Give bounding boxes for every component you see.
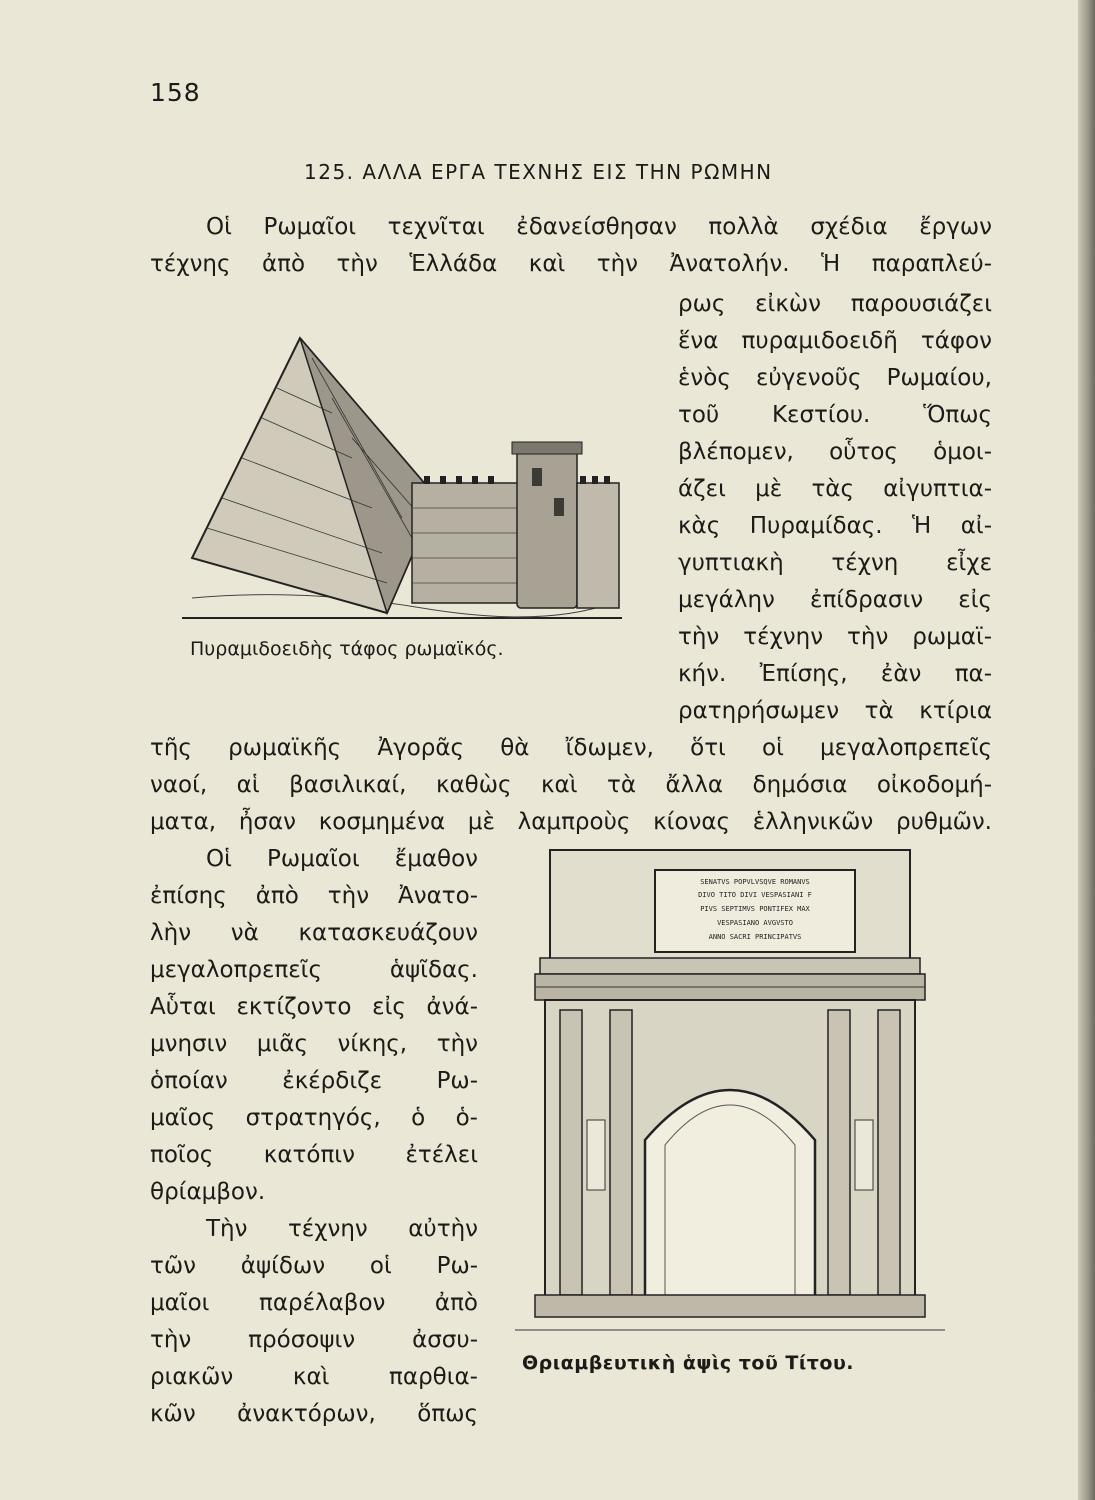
text-line: ριακῶν καὶ παρθια- (150, 1364, 478, 1390)
inscription-line: PIVS SEPTIMVS PONTIFEX MAX (700, 905, 810, 913)
text-line: ἐπίσης ἀπὸ τὴν Ἀνατο- (150, 883, 478, 909)
text-line: κήν. Ἐπίσης, ἐὰν πα- (678, 661, 992, 687)
text-line: ποῖος κατόπιν ἐτέλει (150, 1142, 478, 1168)
arch-caption: Θριαμβευτικὴ ἁψὶς τοῦ Τίτου. (522, 1352, 854, 1374)
text-line: τέχνης ἀπὸ τὴν Ἑλλάδα καὶ τὴν Ἀνατολήν. Ἡ παραπλεύ- (150, 251, 992, 277)
text-line: τοῦ Κεστίου. Ὅπως (678, 402, 992, 428)
arch-of-titus-illustration (515, 840, 945, 1340)
text-line: τὴν πρόσοψιν ἀσσυ- (150, 1327, 478, 1353)
text-line: θρίαμβον. (150, 1179, 266, 1205)
text-line: βλέπομεν, οὗτος ὁμοι- (678, 439, 992, 465)
text-line: Τὴν τέχνην αὐτὴν (206, 1216, 478, 1242)
text-line: ἕνα πυραμιδοειδῆ τάφον (678, 328, 992, 354)
text-line: μαῖος στρατηγός, ὁ ὁ- (150, 1105, 478, 1131)
text-line: μνησιν μιᾶς νίκης, τὴν (150, 1031, 478, 1057)
text-line: ρως εἰκὼν παρουσιάζει (678, 291, 992, 317)
text-line: τῶν ἀψίδων οἱ Ρω- (150, 1253, 478, 1279)
text-line: Αὗται εκτίζοντο εἰς ἀνά- (150, 994, 478, 1020)
text-line: μεγαλοπρεπεῖς ἁψῖδας. (150, 957, 478, 983)
text-line: ρατηρήσωμεν τὰ κτίρια (678, 698, 992, 724)
inscription-line: ANNO SACRI PRINCIPATVS (708, 933, 802, 941)
text-line: κὰς Πυραμίδας. Ἡ αἰ- (678, 513, 992, 539)
pyramid-tomb-illustration (182, 318, 622, 628)
text-line: άζει μὲ τὰς αἰγυπτια- (678, 476, 992, 502)
inscription-line: DIVO TITO DIVI VESPASIANI F (698, 891, 812, 899)
inscription-line: SENATVS POPVLVSQVE ROMANVS (700, 878, 810, 886)
text-line: μαῖοι παρέλαβον ἀπὸ (150, 1290, 478, 1316)
text-line: γυπτιακὴ τέχνη εἶχε (678, 550, 992, 576)
text-line: τῆς ρωμαϊκῆς Ἀγορᾶς θὰ ἴδωμεν, ὅτι οἱ μεγαλοπρεπεῖς (150, 735, 992, 761)
pyramid-caption: Πυραμιδοειδὴς τάφος ρωμαϊκός. (190, 638, 504, 660)
text-line: τὴν τέχνην τὴν ρωμαϊ- (678, 624, 992, 650)
section-heading: 125. ΑΛΛΑ ΕΡΓΑ ΤΕΧΝΗΣ ΕΙΣ ΤΗΝ ΡΩΜΗΝ (304, 160, 773, 184)
text-line: ἑνὸς εὐγενοῦς Ρωμαίου, (678, 365, 992, 391)
text-line: ναοί, αἱ βασιλικαί, καθὼς καὶ τὰ ἄλλα δημόσια οἰκοδομή- (150, 772, 992, 798)
text-line: ματα, ἦσαν κοσμημένα μὲ λαμπροὺς κίονας ἑλληνικῶν ρυθμῶν. (150, 809, 992, 835)
text-line: Οἱ Ρωμαῖοι ἔμαθον (206, 846, 478, 872)
text-line: λὴν νὰ κατασκευάζουν (150, 920, 478, 946)
text-line: Οἱ Ρωμαῖοι τεχνῖται ἐδανείσθησαν πολλὰ σχέδια ἔργων (206, 214, 992, 240)
page-number: 158 (150, 78, 201, 107)
text-line: μεγάλην ἐπίδρασιν εἰς (678, 587, 992, 613)
text-line: ὁποίαν ἐκέρδιζε Ρω- (150, 1068, 478, 1094)
page-edge-shadow (1078, 0, 1095, 1500)
inscription-line: VESPASIANO AVGVSTO (717, 919, 793, 927)
text-line: κῶν ἀνακτόρων, ὅπως (150, 1401, 478, 1427)
